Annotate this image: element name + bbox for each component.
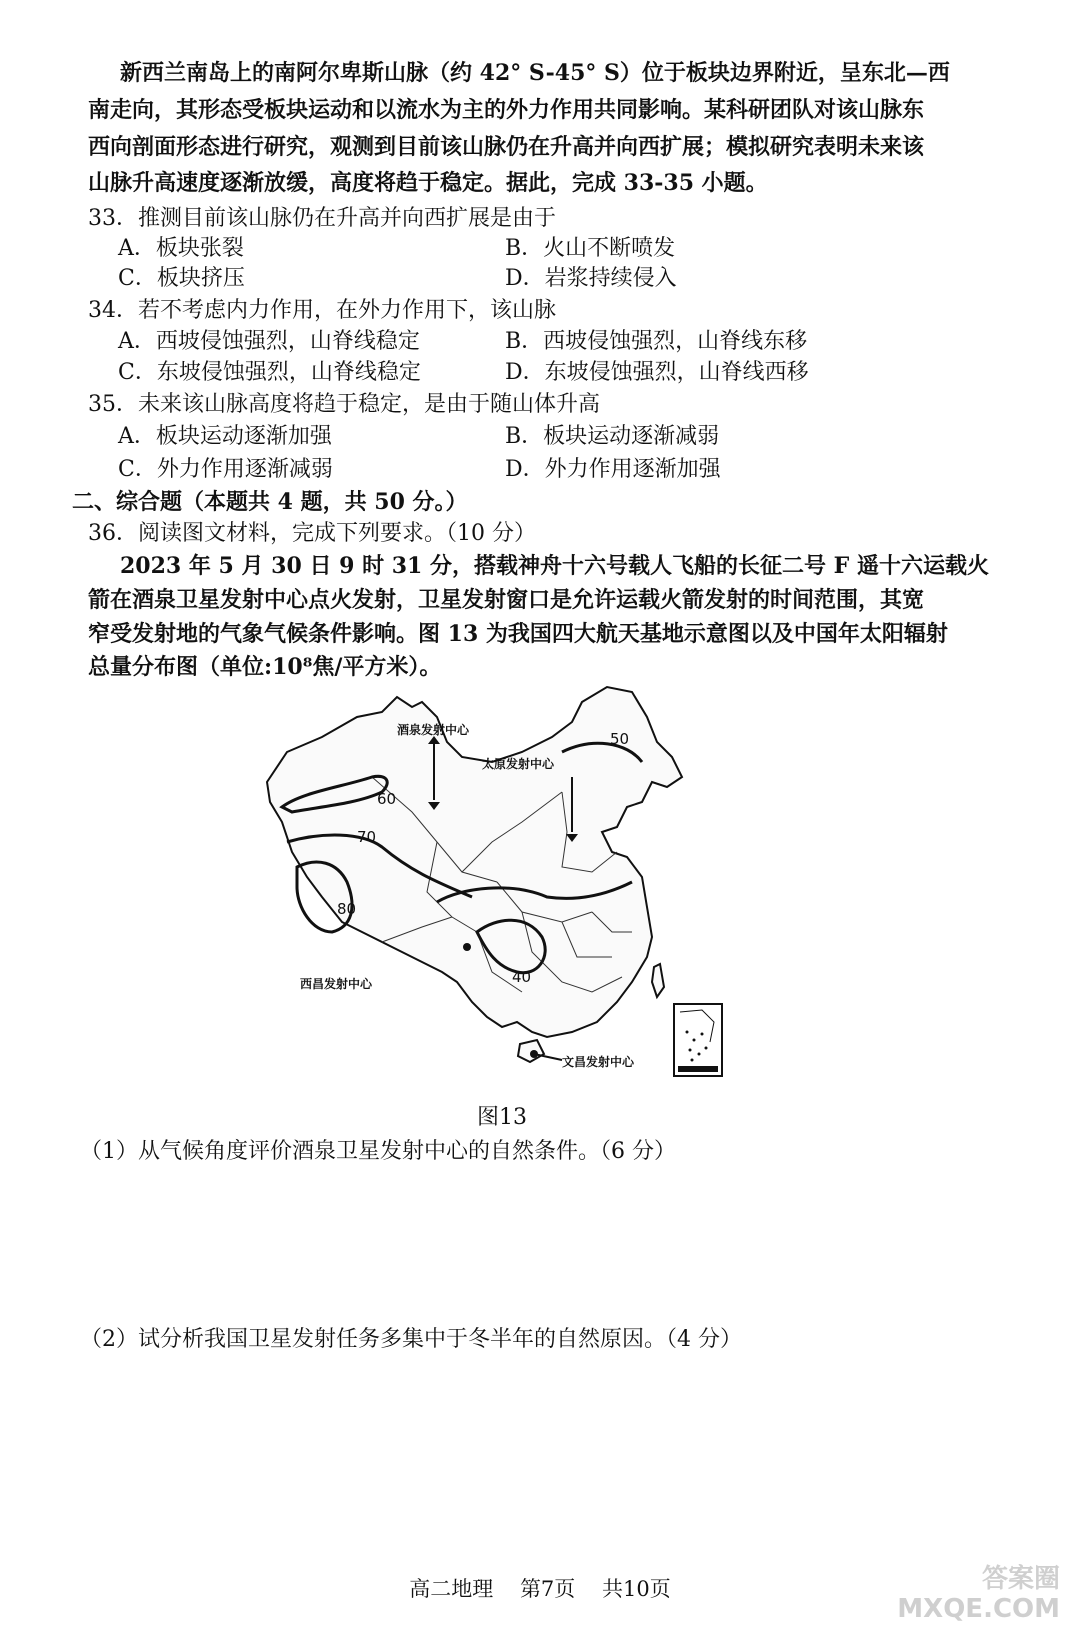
q36-material-line-3: 窄受发射地的气象气候条件影响。图 13 为我国四大航天基地示意图以及中国年太阳辐射 [88,621,948,647]
q36-material-line-2: 箭在酒泉卫星发射中心点火发射，卫星发射窗口是允许运载火箭发射的时间范围，其宽 [88,587,925,613]
question-34-stem: 34．若不考虑内力作用，在外力作用下，该山脉 [88,298,556,323]
question-35-option-c: C．外力作用逐渐减弱 [118,457,333,482]
hainan-island [518,1040,544,1062]
question-34-option-d: D．东坡侵蚀强烈，山脊线西移 [505,360,809,385]
footer-page-number: 第7页 [519,1577,576,1601]
intro-line-2: 南走向，其形态受板块运动和以流水为主的外力作用共同影响。某科研团队对该山脉东 [88,97,925,123]
question-33-option-c: C．板块挤压 [118,266,245,291]
q36-material-line-4: 总量分布图（单位:10⁸焦/平方米）。 [88,654,442,680]
watermark-line-2: MXQE.COM [897,1594,1060,1624]
question-35-stem: 35．未来该山脉高度将趋于稳定，是由于随山体升高 [88,392,600,417]
question-33-option-b: B．火山不断喷发 [505,236,676,261]
contour-label-70: 70 [357,828,377,846]
question-35-option-a: A．板块运动逐渐加强 [118,424,332,449]
footer-total-pages: 共10页 [602,1577,671,1601]
section-2-heading: 二、综合题（本题共 4 题，共 50 分。） [72,489,468,515]
question-34-option-a: A．西坡侵蚀强烈，山脊线稳定 [118,329,420,354]
contour-label-80: 80 [337,900,357,918]
south-china-sea-inset [674,1004,722,1076]
china-solar-radiation-map [262,682,732,1082]
question-34-option-b: B．西坡侵蚀强烈，山脊线东移 [505,329,808,354]
question-36-stem: 36．阅读图文材料，完成下列要求。（10 分） [88,521,536,546]
intro-line-3: 西向剖面形态进行研究，观测到目前该山脉仍在升高并向西扩展；模拟研究表明未来该 [88,134,925,160]
contour-label-40: 40 [512,968,532,986]
jiuquan-label: 酒泉发射中心 [397,723,470,737]
figure-caption: 图13 [477,1105,527,1130]
q36-sub-question-2: （2）试分析我国卫星发射任务多集中于冬半年的自然原因。（4 分） [80,1327,742,1352]
question-33-option-d: D．岩浆持续侵入 [505,266,677,291]
question-34-option-c: C．东坡侵蚀强烈，山脊线稳定 [118,360,421,385]
intro-line-1: 新西兰南岛上的南阿尔卑斯山脉（约 42° S-45° S）位于板块边界附近，呈东北—西 [120,60,950,86]
map-svg [262,682,732,1082]
question-35-option-b: B．板块运动逐渐减弱 [505,424,720,449]
question-33-stem: 33．推测目前该山脉仍在升高并向西扩展是由于 [88,206,556,231]
question-33-option-a: A．板块张裂 [118,236,244,261]
q36-sub-question-1: （1）从气候角度评价酒泉卫星发射中心的自然条件。（6 分） [80,1139,676,1164]
watermark-line-1: 答案圈 [981,1564,1060,1594]
contour-label-60: 60 [377,790,397,808]
xichang-label: 西昌发射中心 [300,977,373,991]
xichang-marker [463,943,471,951]
taiwan-island [652,964,664,997]
contour-label-50: 50 [610,730,630,748]
question-35-option-d: D．外力作用逐渐加强 [505,457,721,482]
intro-line-4: 山脉升高速度逐渐放缓，高度将趋于稳定。据此，完成 33-35 小题。 [88,170,768,196]
q36-material-line-1: 2023 年 5 月 30 日 9 时 31 分，搭载神舟十六号载人飞船的长征二号 F 遥十六运载火 [120,553,989,579]
taiyuan-label: 太原发射中心 [482,757,555,771]
wenchang-label: 文昌发射中心 [562,1055,635,1069]
footer-subject: 高二地理 [409,1577,494,1601]
watermark-logo [897,1564,1060,1624]
